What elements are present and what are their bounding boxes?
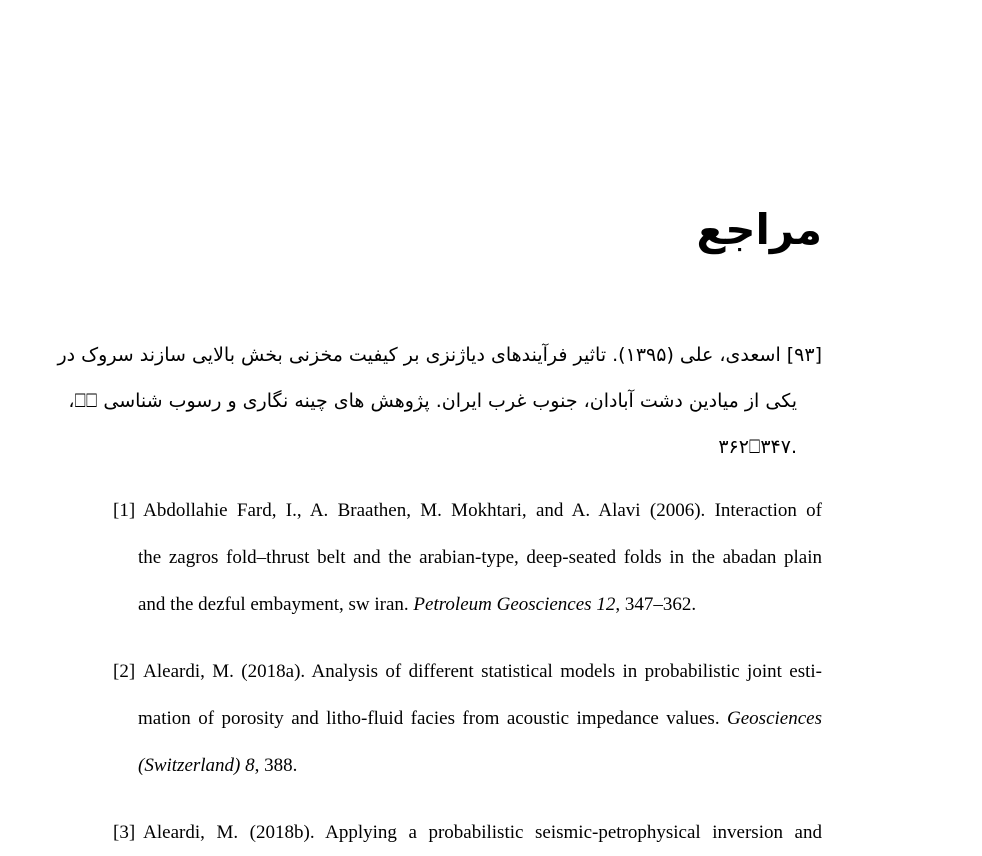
journal-name: Geosciences	[727, 708, 822, 729]
reference-line: .۳۶۲⎕۳۴۷	[718, 436, 797, 458]
reference-label: [2]	[113, 661, 136, 682]
reference-text: and the dezful embayment, sw iran.	[138, 594, 414, 615]
reference-label: [1]	[113, 500, 136, 521]
reference-line	[113, 809, 822, 856]
journal-name: (Switzerland) 8	[138, 755, 255, 776]
reference-item-3	[113, 809, 822, 856]
reference-line	[113, 742, 822, 789]
reference-line	[113, 487, 822, 534]
reference-line	[113, 581, 822, 628]
reference-line	[57, 332, 822, 378]
reference-text: , 388.	[254, 755, 298, 776]
reference-line	[113, 695, 822, 742]
reference-text: اسعدی، علی (۱۳۹۵). تاثیر فرآیندهای دیاژنزی بر کیفیت مخزنی بخش بالایی سازند سروک در	[57, 344, 781, 366]
reference-item-2	[113, 648, 822, 789]
reference-line: the zagros fold–thrust belt and the arabian-type, deep-seated folds in the abadan plain	[138, 547, 822, 568]
journal-name: Petroleum Geosciences 12	[413, 594, 616, 615]
reference-line	[113, 648, 822, 695]
page-title: مراجع	[696, 205, 822, 254]
reference-label: [3]	[113, 822, 136, 843]
reference-item-1	[113, 487, 822, 628]
reference-text: , 347–362.	[615, 594, 697, 615]
reference-item-93	[57, 332, 822, 470]
reference-text: Abdollahie Fard, I., A. Braathen, M. Mokhtari, and A. Alavi (2006). Interaction of	[143, 500, 822, 521]
reference-text: mation of porosity and litho-fluid facies from acoustic impedance values.	[138, 708, 728, 729]
reference-text: Aleardi, M. (2018b). Applying a probabilistic seismic-petrophysical inversion and	[143, 822, 822, 843]
reference-label: [۹۳]	[786, 344, 822, 366]
reference-line: یکی از میادین دشت آبادان، جنوب غرب ایران. پژوهش های چینه نگاری و رسوب شناسی ⎕⎕،	[68, 390, 797, 412]
reference-text: Aleardi, M. (2018a). Analysis of different statistical models in probabilistic joint esti-	[143, 661, 822, 682]
